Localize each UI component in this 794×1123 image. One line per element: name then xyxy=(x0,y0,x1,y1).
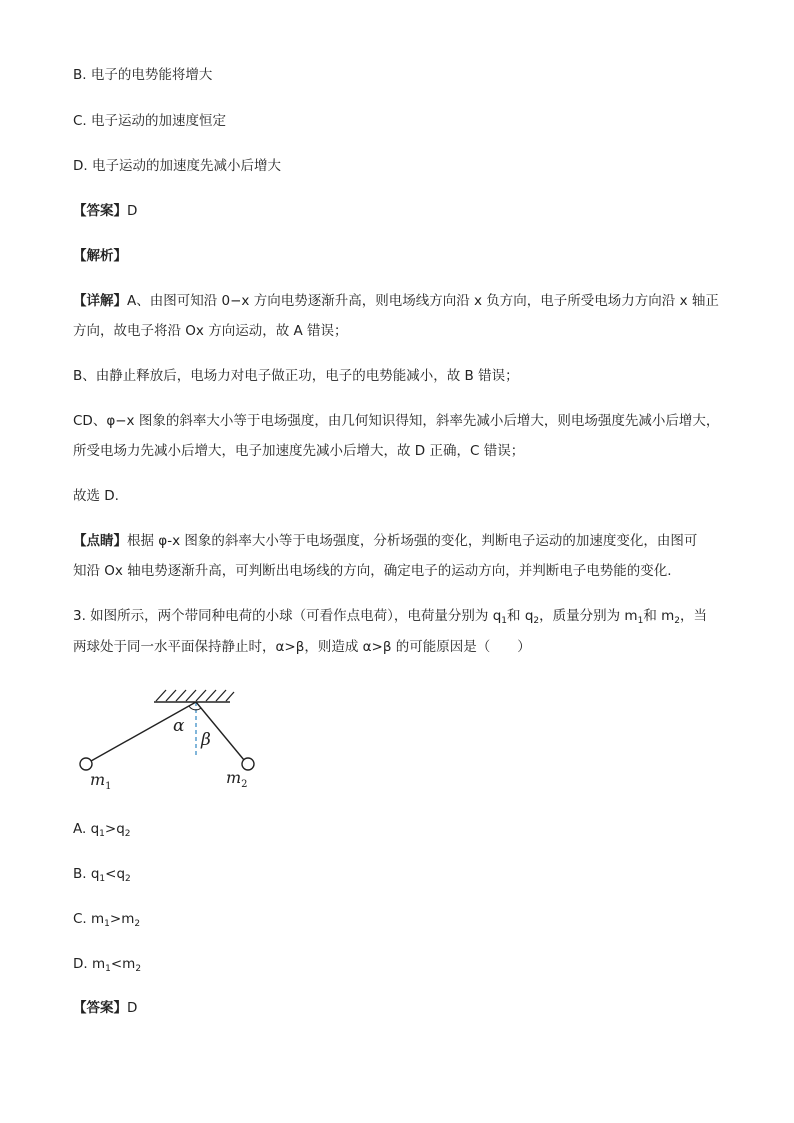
detail-line-3: B、由静止释放后，电场力对电子做正功，电子的电势能减小，故 B 错误； xyxy=(73,368,519,384)
pendulum-diagram xyxy=(70,684,260,796)
option-a[interactable] xyxy=(73,820,131,838)
option-d-prefix: D. m xyxy=(73,956,106,972)
m1-label: $m_1$ xyxy=(90,770,112,792)
question3-line-1 xyxy=(73,607,707,625)
option-d-sub2: 2 xyxy=(135,964,142,974)
beta-label: β xyxy=(201,730,211,750)
q3-sub-q1: 1 xyxy=(501,616,508,626)
option-c-rel: >m xyxy=(109,911,135,927)
q3-text-e: ，当 xyxy=(680,608,708,624)
answer-line-q3 xyxy=(73,999,137,1017)
q3-sub-m2: 2 xyxy=(674,616,681,626)
q3-sub-m1: 1 xyxy=(637,616,644,626)
detail-line-2: 方向，故电子将沿 Ox 方向运动，故 A 错误； xyxy=(73,323,348,339)
conclusion: 故选 D. xyxy=(73,488,119,504)
option-b: B. 电子的电势能将增大 xyxy=(73,67,213,83)
ball-m1 xyxy=(80,758,92,770)
option-b-sub2: 2 xyxy=(125,874,131,884)
option-a-prefix: A. q xyxy=(73,821,100,837)
ball-m2 xyxy=(242,758,254,770)
answer-line xyxy=(73,202,137,220)
q3-text-d: 和 m xyxy=(643,608,675,624)
ceiling-hatching xyxy=(156,690,234,701)
analysis-tag: 【解析】 xyxy=(73,248,127,264)
option-a-sub2: 2 xyxy=(124,829,131,839)
q3-text-c: ，质量分别为 m xyxy=(539,608,638,624)
option-d-sub1: 1 xyxy=(105,964,111,974)
answer-tag-q3: 【答案】 xyxy=(73,1000,127,1016)
option-b-rel: <q xyxy=(105,866,126,882)
answer-value-q3: D xyxy=(127,1000,138,1016)
option-a-rel: >q xyxy=(104,821,125,837)
option-d-rel: <m xyxy=(110,956,136,972)
option-d-q3[interactable] xyxy=(73,955,141,973)
answer-value: D xyxy=(127,203,138,219)
option-c-prefix: C. m xyxy=(73,911,105,927)
q3-text-a: 3. 如图所示，两个带同种电荷的小球（可看作点电荷），电荷量分别为 q xyxy=(73,608,502,624)
option-c-sub1: 1 xyxy=(104,919,110,929)
option-c: C. 电子运动的加速度恒定 xyxy=(73,113,227,129)
option-c-q3[interactable] xyxy=(73,910,140,928)
answer-tag: 【答案】 xyxy=(73,203,127,219)
option-b-prefix: B. q xyxy=(73,866,100,882)
question3-line-2: 两球处于同一水平面保持静止时，α>β，则造成 α>β 的可能原因是（ ） xyxy=(73,639,531,655)
alpha-label: α xyxy=(173,716,185,736)
comment-tag: 【点睛】 xyxy=(73,533,127,549)
m2-label: $m_2$ xyxy=(226,768,248,790)
q3-sub-q2: 2 xyxy=(533,616,540,626)
detail-line-4: CD、φ−x 图象的斜率大小等于电场强度，由几何知识得知，斜率先减小后增大，则电场强度先减小后增大， xyxy=(73,413,720,429)
detail-line-5: 所受电场力先减小后增大，电子加速度先减小后增大，故 D 正确，C 错误； xyxy=(73,443,525,459)
comment-line-2: 知沿 Ox 轴电势逐渐升高，可判断出电场线的方向，确定电子的运动方向，并判断电子电势能的变化. xyxy=(73,563,672,579)
comment-line-1 xyxy=(73,532,697,550)
detail-line-1 xyxy=(73,292,719,310)
comment-text-1: 根据 φ-x 图象的斜率大小等于电场强度，分析场强的变化，判断电子运动的加速度变化，由图可 xyxy=(127,533,698,549)
q3-text-b: 和 q xyxy=(507,608,534,624)
option-d: D. 电子运动的加速度先减小后增大 xyxy=(73,158,281,174)
option-a-sub1: 1 xyxy=(99,829,105,839)
option-b-sub1: 1 xyxy=(99,874,106,884)
detail-text-1: A、由图可知沿 0−x 方向电势逐渐升高，则电场线方向沿 x 负方向，电子所受电场力方向沿 x 轴正 xyxy=(127,293,719,309)
option-b-q3[interactable] xyxy=(73,865,131,883)
option-c-sub2: 2 xyxy=(134,919,141,929)
detail-tag: 【详解】 xyxy=(73,293,127,309)
